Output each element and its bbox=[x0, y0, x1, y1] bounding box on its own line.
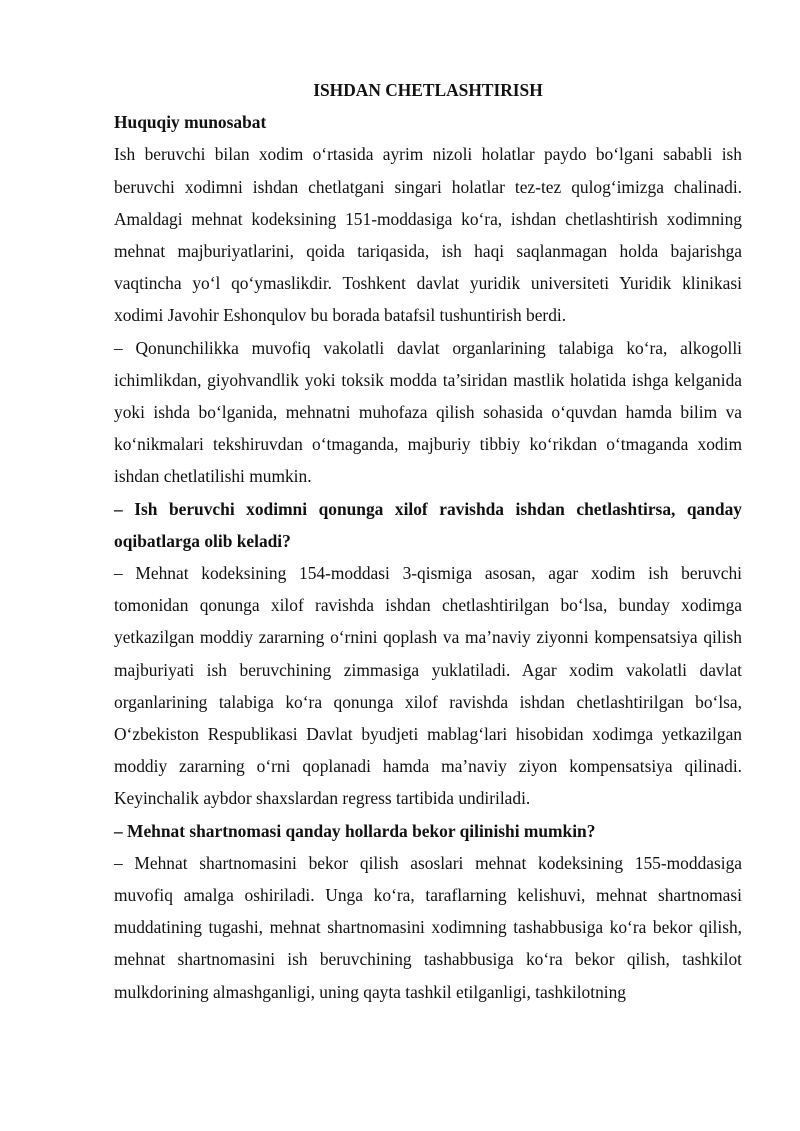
paragraph-answer-consequences: – Mehnat kodeksining 154-moddasi 3-qismiga asosan, agar xodim ish beruvchi tomonidan qonunga xilof ravishda ishdan chetlashtirilgan bo‘lsa, bunday xodimga yetkazilgan moddiy zararning o‘rnini qoplash va ma’naviy ziyonni kompensatsiya qilish majburiyati ish beruvchining zimmasiga yuklatiladi. Agar xodim vakolatli davlat organlarining talabiga ko‘ra qonunga xilof ravishda ishdan chetlashtirilgan bo‘lsa, O‘zbekiston Respublikasi Davlat byudjeti mablag‘lari hisobidan xodimga yetkazilgan moddiy zararning o‘rni qoplanadi hamda ma’naviy ziyon kompensatsiya qilinadi. Keyinchalik aybdor shaxslardan regress tartibida undiriladi. bbox=[114, 563, 742, 809]
question-consequences: – Ish beruvchi xodimni qonunga xilof ravishda ishdan chetlashtirsa, qanday oqibatlarga olib keladi? bbox=[114, 498, 742, 551]
question-termination: – Mehnat shartnomasi qanday hollarda bekor qilinishi mumkin? bbox=[114, 820, 596, 841]
document-title: ISHDAN CHETLASHTIRISH bbox=[313, 80, 543, 100]
paragraph-answer-termination: – Mehnat shartnomasini bekor qilish asoslari mehnat kodeksining 155-moddasiga muvofiq amalga oshiriladi. Unga ko‘ra, taraflarning kelishuvi, mehnat shartnomasi muddatining tugashi, mehnat shartnomasini xodimning tashabbusiga ko‘ra bekor qilish, mehnat shartnomasini ish beruvchining tashabbusiga ko‘ra bekor qilish, tashkilot mulkdorining almashganligi, uning qayta tashkil etilganligi, tashkilotning bbox=[114, 852, 742, 1002]
paragraph-intro: Ish beruvchi bilan xodim o‘rtasida ayrim nizoli holatlar paydo bo‘lgani sababli ish beruvchi xodimni ishdan chetlatgani singari holatlar tez-tez qulog‘imizga chalinadi. Amaldagi mehnat kodeksining 151-moddasiga ko‘ra, ishdan chetlashtirish xodimning mehnat majburiyatlarini, qoida tariqasida, ish haqi saqlanmagan holda bajarishga vaqtincha yo‘l qo‘ymaslikdir. Toshkent davlat yuridik universiteti Yuridik klinikasi xodimi Javohir Eshonqulov bu borada batafsil tushuntirish berdi. bbox=[114, 144, 742, 326]
paragraph-answer-grounds: – Qonunchilikka muvofiq vakolatli davlat organlarining talabiga ko‘ra, alkogolli ichimlikdan, giyohvandlik yoki toksik modda ta’siridan mastlik holatida ishga kelganida yoki ishda bo‘lganida, mehnatni muhofaza qilish sohasida o‘quvdan hamda bilim va ko‘nikmalari tekshiruvdan o‘tmaganda, majburiy tibbiy ko‘rikdan o‘tmaganda xodim ishdan chetlatilishi mumkin. bbox=[114, 337, 742, 487]
section-subheading: Huquqiy munosabat bbox=[114, 112, 267, 133]
document-page bbox=[114, 74, 742, 1008]
